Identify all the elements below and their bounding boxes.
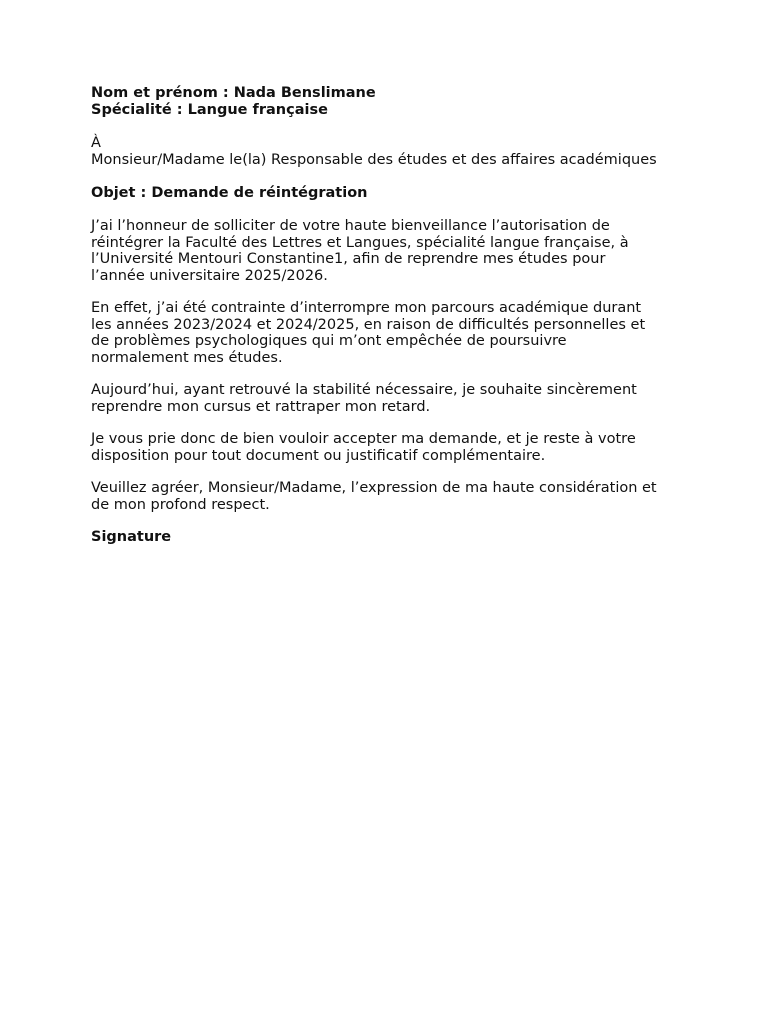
body-paragraph-5 xyxy=(91,480,691,513)
body-paragraph-3 xyxy=(91,382,691,415)
signature-label: Signature xyxy=(91,529,172,545)
body-line: Je vous prie donc de bien vouloir accepter ma demande, et je reste à votre xyxy=(91,431,636,447)
body-line: Aujourd’hui, ayant retrouvé la stabilité nécessaire, je souhaite sincèrement xyxy=(91,382,637,398)
body-line: de mon profond respect. xyxy=(91,496,270,513)
body-line: En effet, j’ai été contrainte d’interrompre mon parcours académique durant xyxy=(91,300,642,316)
body-line: normalement mes études. xyxy=(91,349,283,366)
body-paragraph-1 xyxy=(91,218,691,284)
letter-page xyxy=(91,85,691,546)
body-line: J’ai l’honneur de solliciter de votre haute bienveillance l’autorisation de xyxy=(91,218,610,234)
body-line: réintégrer la Faculté des Lettres et Langues, spécialité langue française, à xyxy=(91,234,629,251)
recipient-line: Monsieur/Madame le(la) Responsable des études et des affaires académiques xyxy=(91,152,657,168)
body-line: l’année universitaire 2025/2026. xyxy=(91,267,328,284)
body-paragraph-2 xyxy=(91,300,691,366)
body-line: reprendre mon cursus et rattraper mon retard. xyxy=(91,398,431,415)
body-paragraph-4 xyxy=(91,431,691,464)
name-line: Nom et prénom : Nada Benslimane xyxy=(91,85,376,101)
body-line: l’Université Mentouri Constantine1, afin de reprendre mes études pour xyxy=(91,251,606,267)
subject-line: Objet : Demande de réintégration xyxy=(91,185,368,201)
body-line: les années 2023/2024 et 2024/2025, en raison de difficultés personnelles et xyxy=(91,316,646,333)
body-line: de problèmes psychologiques qui m’ont empêchée de poursuivre xyxy=(91,333,567,349)
body-line: disposition pour tout document ou justificatif complémentaire. xyxy=(91,447,546,464)
speciality-line: Spécialité : Langue française xyxy=(91,102,328,118)
body-line: Veuillez agréer, Monsieur/Madame, l’expression de ma haute considération et xyxy=(91,480,657,496)
recipient-prefix: À xyxy=(91,135,101,151)
